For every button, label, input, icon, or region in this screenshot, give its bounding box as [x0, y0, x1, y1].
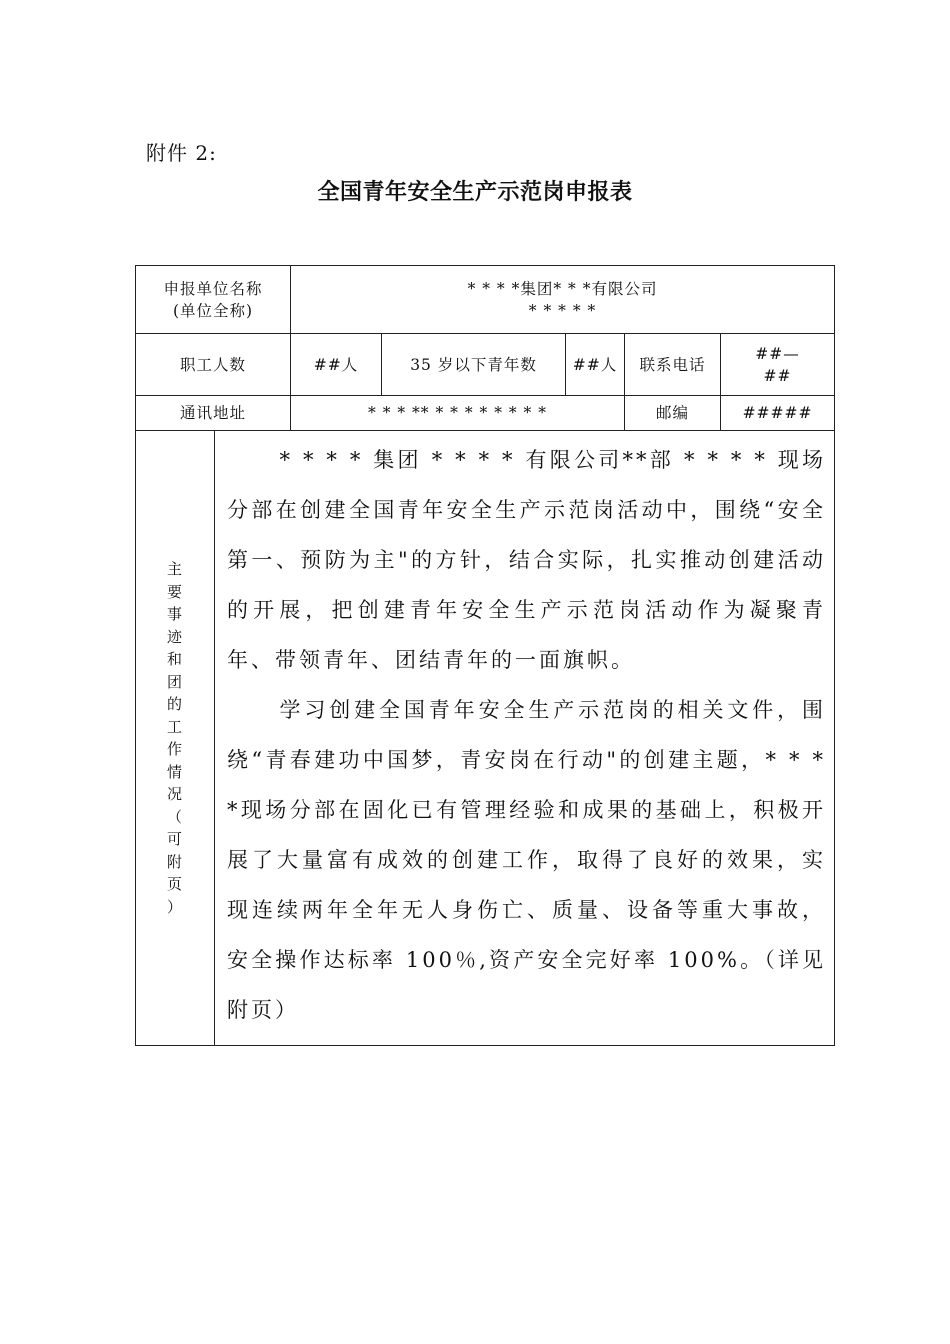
deeds-label-char: 可 [166, 830, 183, 848]
unit-name-value[interactable]: * * * *集团* * *有限公司 * * * * * [291, 266, 835, 334]
deeds-label-vertical [136, 558, 214, 918]
deeds-paragraph-1: * * * * 集团 * * * * 有限公司**部 * * * * 现场分部在创建全国青年安全生产示范岗活动中，围绕“安全第一、预防为主"的方针，结合实际，扎实推动创建活动的开展，把创建青年安全生产示范岗活动作为凝聚青年、带领青年、团结青年的一面旗帜。 [227, 448, 827, 672]
phone-label: 联系电话 [625, 334, 721, 396]
address-row [136, 396, 835, 431]
form-title: 全国青年安全生产示范岗申报表 [317, 179, 633, 205]
postcode-value[interactable]: ##### [721, 396, 835, 431]
attachment-label: 附件 2: [146, 141, 217, 165]
deeds-label-char: 况 [166, 785, 183, 803]
unit-name-label: 申报单位名称 (单位全称) [136, 266, 291, 334]
staff-count-label: 职工人数 [136, 334, 291, 396]
deeds-label-char: 工 [166, 717, 183, 736]
phone-value[interactable]: ##— ## [721, 334, 835, 396]
unit-name-row [136, 266, 835, 334]
deeds-label-char: 团 [166, 672, 183, 691]
deeds-label-char: （ [166, 807, 183, 826]
deeds-label [136, 431, 215, 1046]
deeds-content[interactable] [215, 431, 835, 1046]
postcode-label: 邮编 [625, 396, 721, 431]
application-form-table [135, 265, 835, 1046]
deeds-label-char: 作 [166, 740, 183, 758]
deeds-label-char: 的 [166, 695, 183, 713]
staff-count-value[interactable]: ##人 [291, 334, 382, 396]
deeds-row [136, 431, 835, 1046]
youth-count-value[interactable]: ##人 [566, 334, 625, 396]
deeds-label-char: 页 [166, 875, 183, 893]
staff-row [136, 334, 835, 396]
deeds-label-char: 事 [166, 605, 183, 623]
deeds-label-char: 和 [166, 650, 183, 668]
deeds-label-char: 主 [166, 560, 183, 578]
deeds-paragraph-2: 学习创建全国青年安全生产示范岗的相关文件，围绕“青春建功中国梦，青安岗在行动"的创建主题，* * * *现场分部在固化已有管理经验和成果的基础上，积极开展了大量富有成效的创建工作，取得了良好的效果，实现连续两年全年无人身伤亡、质量、设备等重大事故，安全操作达标率 100％,资产安全完好率 100%。（详见附页） [227, 698, 827, 1022]
deeds-label-char: ） [166, 897, 183, 916]
deeds-label-char: 情 [166, 762, 183, 781]
deeds-label-char: 要 [166, 582, 183, 601]
deeds-label-char: 迹 [166, 627, 183, 646]
youth-count-label: 35 岁以下青年数 [382, 334, 566, 396]
deeds-label-char: 附 [166, 852, 183, 871]
address-value[interactable]: * * * ** * * * * * * * * [291, 396, 625, 431]
address-label: 通讯地址 [136, 396, 291, 431]
